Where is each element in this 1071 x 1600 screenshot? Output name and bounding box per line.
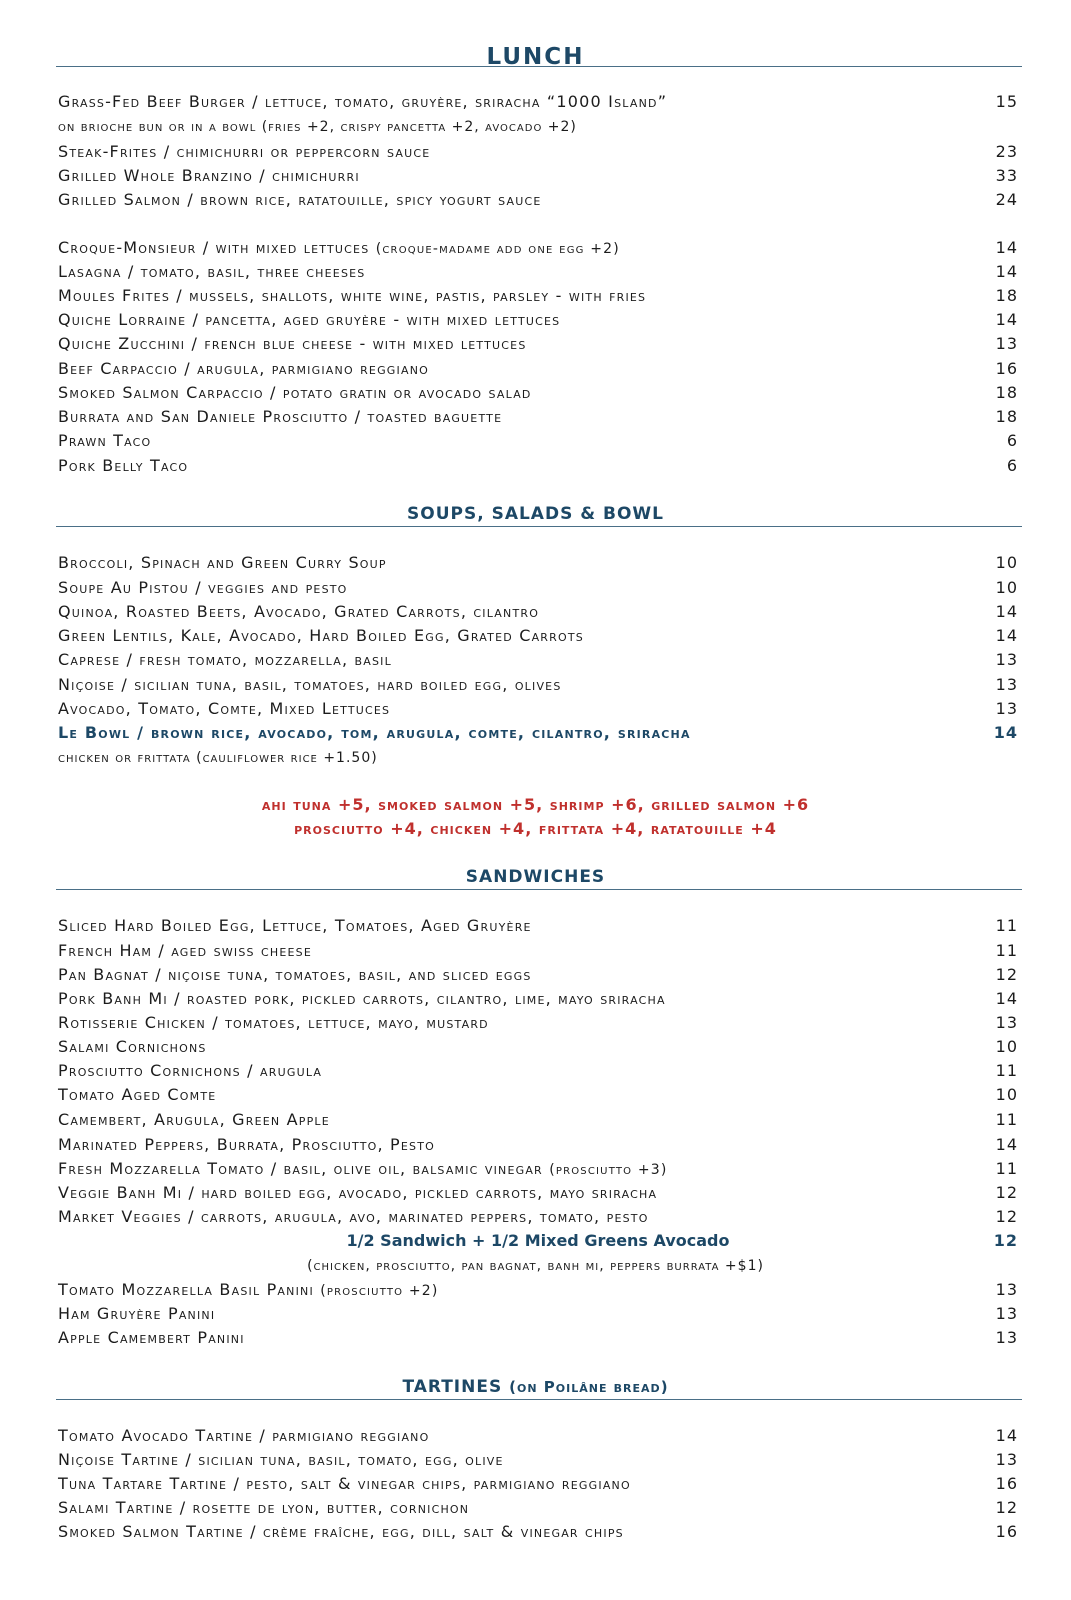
- menu-item: [58, 1425, 1018, 1447]
- item-price: 18: [995, 407, 1018, 426]
- item-name: French Ham / aged swiss cheese: [58, 941, 312, 960]
- soups-rule: [56, 526, 1022, 527]
- item-name: [58, 1279, 439, 1302]
- item-name: Moules Frites / mussels, shallots, white wine, pastis, parsley - with fries: [58, 286, 647, 305]
- item-price: 6: [1006, 431, 1018, 450]
- item-name: Tuna Tartare Tartine / pesto, salt & vinegar chips, parmigiano reggiano: [58, 1474, 631, 1493]
- item-price: 11: [995, 1110, 1018, 1129]
- item-name: Rotisserie Chicken / tomatoes, lettuce, mayo, mustard: [58, 1013, 489, 1032]
- menu-item: [58, 406, 1018, 428]
- menu-item: [58, 1473, 1018, 1495]
- menu-item: [58, 1449, 1018, 1471]
- item-price: 6: [1006, 456, 1018, 475]
- menu-item: [58, 382, 1018, 404]
- menu-item: [58, 1182, 1018, 1204]
- item-price: 13: [995, 1280, 1018, 1299]
- item-name: Market Veggies / carrots, arugula, avo, marinated peppers, tomato, pesto: [58, 1207, 649, 1226]
- item-name: Steak-Frites / chimichurri or peppercorn sauce: [58, 142, 431, 161]
- item-name: Quiche Zucchini / french blue cheese - with mixed lettuces: [58, 334, 527, 353]
- menu-item: [58, 455, 1018, 477]
- menu-item: [58, 1303, 1018, 1325]
- item-price: 23: [995, 142, 1018, 161]
- item-price: 16: [995, 1522, 1018, 1541]
- item-price: 14: [995, 1135, 1018, 1154]
- item-price: 14: [995, 626, 1018, 645]
- item-price: 10: [995, 1085, 1018, 1104]
- menu-item: [58, 141, 1018, 163]
- menu-item: [58, 674, 1018, 696]
- item-name: Avocado, Tomato, Comte, Mixed Lettuces: [58, 699, 391, 718]
- item-name: Green Lentils, Kale, Avocado, Hard Boiled Egg, Grated Carrots: [58, 626, 584, 645]
- item-name: Ham Gruyère Panini: [58, 1304, 216, 1323]
- menu-item: [58, 964, 1018, 986]
- croque-name: Croque-Monsieur / with mixed lettuces: [58, 238, 370, 257]
- item-price: 14: [995, 310, 1018, 329]
- item-price: 15: [995, 92, 1018, 111]
- item-name: Beef Carpaccio / arugula, parmigiano reggiano: [58, 359, 429, 378]
- item-price: 14: [995, 238, 1018, 257]
- item-name: Niçoise Tartine / sicilian tuna, basil, tomato, egg, olive: [58, 1450, 504, 1469]
- menu-item-half: [58, 1230, 1018, 1252]
- menu-item: [58, 940, 1018, 962]
- item-price: 11: [995, 941, 1018, 960]
- menu-item: [58, 649, 1018, 671]
- item-price: 10: [995, 553, 1018, 572]
- item-name: Tomato Aged Comte: [58, 1085, 217, 1104]
- item-name: [58, 1158, 668, 1181]
- addons-line-1: ahi tuna +5, smoked salmon +5, shrimp +6, grilled salmon +6: [261, 795, 810, 814]
- item-name: Le Bowl / brown rice, avocado, tom, arugula, comte, cilantro, sriracha: [58, 723, 691, 742]
- menu-item: [58, 358, 1018, 380]
- item-price: 14: [995, 602, 1018, 621]
- menu-item: [58, 577, 1018, 599]
- menu-item: [58, 333, 1018, 355]
- item-name: 1/2 Sandwich + 1/2 Mixed Greens Avocado: [346, 1231, 730, 1250]
- item-name: Grilled Whole Branzino / chimichurri: [58, 166, 360, 185]
- menu-item: [58, 1036, 1018, 1058]
- item-name: Burrata and San Daniele Prosciutto / toasted baguette: [58, 407, 503, 426]
- item-name: Grilled Salmon / brown rice, ratatouille, spicy yogurt sauce: [58, 190, 542, 209]
- item-price: 13: [995, 675, 1018, 694]
- item-name: Quinoa, Roasted Beets, Avocado, Grated Carrots, cilantro: [58, 602, 540, 621]
- item-price: 13: [995, 1304, 1018, 1323]
- sandwiches-title: SANDWICHES: [465, 867, 606, 887]
- item-name: Smoked Salmon Tartine / crème fraîche, egg, dill, salt & vinegar chips: [58, 1522, 624, 1541]
- item-price: 24: [995, 190, 1018, 209]
- item-price: 13: [995, 650, 1018, 669]
- item-name: Sliced Hard Boiled Egg, Lettuce, Tomatoes, Aged Gruyère: [58, 916, 532, 935]
- menu-item: [58, 915, 1018, 937]
- panini-name: Tomato Mozzarella Basil Panini: [58, 1280, 314, 1299]
- item-price: 12: [995, 1207, 1018, 1226]
- item-price: 12: [993, 1231, 1018, 1250]
- item-name: Broccoli, Spinach and Green Curry Soup: [58, 553, 387, 572]
- item-name: Salami Tartine / rosette de lyon, butter, cornichon: [58, 1498, 470, 1517]
- addons-line-2: prosciutto +4, chicken +4, frittata +4, ratatouille +4: [294, 819, 777, 838]
- menu-item: [58, 1206, 1018, 1228]
- item-name: Grass-Fed Beef Burger / lettuce, tomato, gruyère, sriracha “1000 Island”: [58, 92, 668, 111]
- menu-item: [58, 1521, 1018, 1543]
- menu-item: [58, 285, 1018, 307]
- item-price: 13: [995, 1013, 1018, 1032]
- item-name: Prawn Taco: [58, 431, 152, 450]
- menu-item: [58, 988, 1018, 1010]
- menu-item: [58, 1497, 1018, 1519]
- item-name: [58, 237, 620, 260]
- item-price: 10: [995, 578, 1018, 597]
- item-name: Tomato Avocado Tartine / parmigiano reggiano: [58, 1426, 430, 1445]
- menu-item: [58, 189, 1018, 211]
- menu-item: [58, 1158, 1018, 1180]
- menu-item: [58, 552, 1018, 574]
- item-price: 14: [995, 1426, 1018, 1445]
- menu-item: [58, 309, 1018, 331]
- item-price: 18: [995, 383, 1018, 402]
- item-price: 10: [995, 1037, 1018, 1056]
- item-price: 13: [995, 1328, 1018, 1347]
- menu-item: [58, 237, 1018, 259]
- item-name: Lasagna / tomato, basil, three cheeses: [58, 262, 366, 281]
- item-price: 13: [995, 699, 1018, 718]
- sandwiches-rule: [56, 889, 1022, 890]
- item-price: 16: [995, 359, 1018, 378]
- item-price: 11: [995, 916, 1018, 935]
- menu-item: [58, 165, 1018, 187]
- tartines-title-text: TARTINES: [402, 1377, 503, 1397]
- menu-item: [58, 601, 1018, 623]
- lunch-rule: [56, 66, 1022, 67]
- item-name: Pork Belly Taco: [58, 456, 189, 475]
- item-name: Caprese / fresh tomato, mozzarella, basil: [58, 650, 392, 669]
- item-price: 16: [995, 1474, 1018, 1493]
- croque-extra: (croque-madame add one egg +2): [375, 241, 620, 257]
- item-name: Soupe Au Pistou / veggies and pesto: [58, 578, 348, 597]
- half-note: (chicken, prosciutto, pan bagnat, banh mi, peppers burrata +$1): [307, 1258, 764, 1274]
- mozz-name: Fresh Mozzarella Tomato / basil, olive oil, balsamic vinegar: [58, 1159, 543, 1178]
- item-name: Pork Banh Mi / roasted pork, pickled carrots, cilantro, lime, mayo sriracha: [58, 989, 666, 1008]
- item-name: Quiche Lorraine / pancetta, aged gruyère - with mixed lettuces: [58, 310, 561, 329]
- item-price: 11: [995, 1159, 1018, 1178]
- item-name: Apple Camembert Panini: [58, 1328, 245, 1347]
- item-price: 11: [995, 1061, 1018, 1080]
- tartines-title-extra: (on Poilâne bread): [509, 1378, 669, 1396]
- menu-item: [58, 261, 1018, 283]
- item-price: 18: [995, 286, 1018, 305]
- menu-item: [58, 1084, 1018, 1106]
- item-name: Marinated Peppers, Burrata, Prosciutto, Pesto: [58, 1135, 435, 1154]
- item-price: 33: [995, 166, 1018, 185]
- tartines-title: [0, 1377, 1071, 1397]
- lunch-title: LUNCH: [486, 44, 585, 70]
- menu-item-bowl: [58, 722, 1018, 744]
- mozz-extra: (prosciutto +3): [549, 1162, 668, 1178]
- menu-item: [58, 1060, 1018, 1082]
- menu-item: [58, 698, 1018, 720]
- item-price: 12: [995, 965, 1018, 984]
- burger-note: on brioche bun or in a bowl (fries +2, crispy pancetta +2, avocado +2): [58, 119, 577, 135]
- menu-item: [58, 430, 1018, 452]
- item-name: Prosciutto Cornichons / arugula: [58, 1061, 323, 1080]
- menu-item: [58, 625, 1018, 647]
- item-name: Veggie Banh Mi / hard boiled egg, avocado, pickled carrots, mayo sriracha: [58, 1183, 658, 1202]
- item-name: Pan Bagnat / niçoise tuna, tomatoes, basil, and sliced eggs: [58, 965, 532, 984]
- panini-extra: (prosciutto +2): [320, 1283, 439, 1299]
- menu-item: [58, 1134, 1018, 1156]
- item-price: 14: [993, 723, 1018, 742]
- item-price: 13: [995, 334, 1018, 353]
- item-price: 14: [995, 989, 1018, 1008]
- soups-title: SOUPS, SALADS & BOWL: [407, 504, 664, 524]
- menu-item: [58, 1012, 1018, 1034]
- bowl-note: chicken or frittata (cauliflower rice +1.50): [58, 750, 378, 766]
- item-name: Niçoise / sicilian tuna, basil, tomatoes, hard boiled egg, olives: [58, 675, 562, 694]
- item-price: 13: [995, 1450, 1018, 1469]
- menu-item: [58, 1327, 1018, 1349]
- item-name: Camembert, Arugula, Green Apple: [58, 1110, 330, 1129]
- menu-item: [58, 1109, 1018, 1131]
- item-price: 12: [995, 1183, 1018, 1202]
- menu-item: [58, 1279, 1018, 1301]
- item-price: 12: [995, 1498, 1018, 1517]
- item-price: 14: [995, 262, 1018, 281]
- item-name: Salami Cornichons: [58, 1037, 207, 1056]
- menu-item: [58, 91, 1018, 113]
- item-name: Smoked Salmon Carpaccio / potato gratin or avocado salad: [58, 383, 532, 402]
- tartines-rule: [56, 1399, 1022, 1400]
